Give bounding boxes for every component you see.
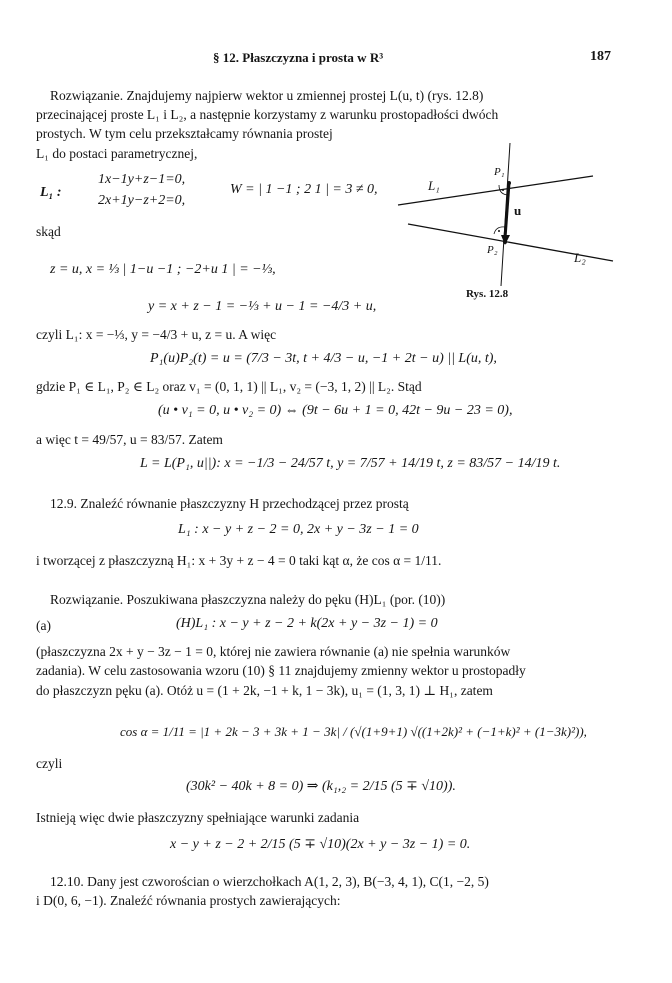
page-number: 187 [590, 49, 611, 64]
text-line: (płaszczyzna 2x + y − 3z − 1 = 0, której nie zawiera równanie (a) nie spełnia warunków [36, 644, 511, 659]
equation-tag: (a) [36, 618, 51, 633]
text-line: zadania). W celu zastosowania wzoru (10) § 11 znajdujemy zmienny wektor u prostopadły [36, 663, 526, 678]
text-line: Istnieją więc dwie płaszczyzny spełniające warunki zadania [36, 810, 360, 825]
problem-statement: 12.10. Dany jest czworościan o wierzchołkach A(1, 2, 3), B(−3, 4, 1), C(1, −2, 5) [50, 874, 489, 889]
text-line: i D(0, 6, −1). Znaleźć równania prostych zawierających: [36, 893, 341, 908]
text-line: Rozwiązanie. Poszukiwana płaszczyzna należy do pęku (H)L₁ (por. (10)) [50, 592, 446, 607]
label-p1: P₁ [494, 166, 505, 178]
label-u: u [514, 203, 522, 218]
equation: z = u, x = ⅓ | 1−u −1 ; −2+u 1 | = −⅓, [50, 262, 276, 277]
label-p2: P₂ [487, 244, 498, 256]
text-line: do płaszczyzn pęku (a). Otóż u = (1 + 2k, −1 + k, 1 − 3k), u₁ = (1, 3, 1) ⊥ H₁, zatem [36, 683, 493, 698]
label-l2: L₂ [574, 250, 586, 265]
equation: (H)L₁ : x − y + z − 2 + k(2x + y − 3z − 1) = 0 [176, 616, 438, 631]
text-line: prostych. W tym celu przekształcamy równania prostej [36, 126, 333, 141]
text-line: i tworzącej z płaszczyzną H₁: x + 3y + z − 4 = 0 taki kąt α, że cos α = 1/11. [36, 553, 442, 568]
determinant: W = | 1 −1 ; 2 1 | = 3 ≠ 0, [230, 182, 378, 197]
text-line: L₁ do postaci parametrycznej, [36, 146, 198, 161]
text-line: czyli [36, 756, 63, 771]
equation: L = L(P₁, u||): x = −1/3 − 24/57 t, y = 7/57 + 14/19 t, z = 83/57 − 14/19 t. [140, 456, 561, 471]
equation: cos α = 1/11 = |1 + 2k − 3 + 3k + 1 − 3k| / (√(1+9+1) √((1+2k)² + (−1+k)² + (1−3k)²)), [120, 724, 587, 739]
system-label: L₁ : [40, 185, 62, 200]
equation: (30k² − 40k + 8 = 0) ⇒ (k₁,₂ = 2/15 (5 ∓ √10)). [186, 779, 456, 794]
text-line: a więc t = 49/57, u = 83/57. Zatem [36, 432, 223, 447]
equation: y = x + z − 1 = −⅓ + u − 1 = −4/3 + u, [148, 299, 377, 314]
equation: L₁ : x − y + z − 2 = 0, 2x + y − 3z − 1 = 0 [178, 522, 419, 537]
label-l1: L₁ [428, 178, 440, 193]
running-header: § 12. Płaszczyzna i prosta w R³ [213, 50, 384, 65]
equation: 2x+1y−z+2=0, [98, 193, 186, 208]
equation: 1x−1y+z−1=0, [98, 172, 186, 187]
point-p2 [503, 240, 507, 244]
equation: P₁(u)P₂(t) = u = (7/3 − 3t, t + 4/3 − u, −1 + 2t − u) || L(u, t), [150, 351, 497, 366]
text-line: gdzie P₁ ∈ L₁, P₂ ∈ L₂ oraz v₁ = (0, 1, 1) || L₁, v₂ = (−3, 1, 2) || L₂. Stąd [36, 379, 422, 394]
text-line: czyli L₁: x = −⅓, y = −4/3 + u, z = u. A więc [36, 327, 277, 342]
equation: (u • v₁ = 0, u • v₂ = 0) ⇔ (9t − 6u + 1 = 0, 42t − 9u − 23 = 0), [158, 403, 513, 418]
text-line: skąd [36, 224, 61, 239]
point-p1 [507, 181, 511, 185]
equation: x − y + z − 2 + 2/15 (5 ∓ √10)(2x + y − 3z − 1) = 0. [170, 837, 471, 852]
figure-diagram [388, 138, 618, 308]
figure-12-8 [388, 138, 618, 308]
problem-statement: 12.9. Znaleźć równanie płaszczyzny H przechodzącej przez prostą [50, 496, 409, 511]
text-line: przecinającej proste L₁ i L₂, a następnie korzystamy z warunku prostopadłości dwóch [36, 107, 499, 122]
vector-u [505, 183, 509, 238]
text-line: Rozwiązanie. Znajdujemy najpierw wektor u zmiennej prostej L(u, t) (rys. 12.8) [50, 88, 484, 103]
figure-caption: Rys. 12.8 [466, 288, 509, 300]
